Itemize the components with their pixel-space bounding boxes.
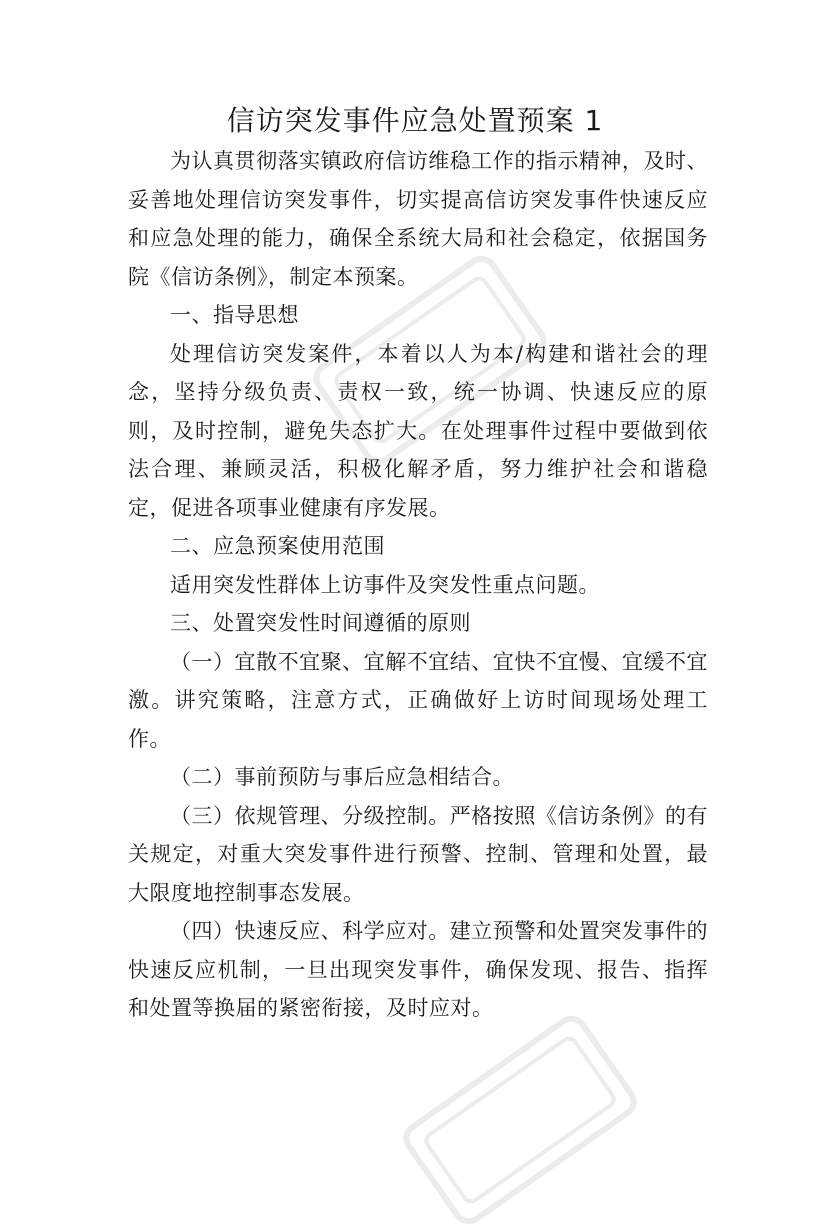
paragraph-scope: 适用突发性群体上访事件及突发性重点问题。	[170, 572, 600, 597]
paragraph-guiding-ideology: 处理信访突发案件，本着以人为本/构建和谐社会的理念，坚持分级负责、责权一致，统一协调、快速反应的原则，及时控制，避免失态扩大。在处理事件过程中要做到依法合理、兼顾灵活，积极化解矛盾，努力维护社会和谐稳定，促进各项事业健康有序发展。	[128, 341, 708, 520]
principle-4: （四）快速反应、科学应对。建立预警和处置突发事件的快速反应机制，一旦出现突发事件，确保发现、报告、指挥和处置等换届的紧密衔接，及时应对。	[128, 919, 708, 1020]
heading-principles: 三、处置突发性时间遵循的原则	[170, 611, 471, 635]
document-body	[128, 142, 708, 1028]
paragraph-intro: 为认真贯彻落实镇政府信访维稳工作的指示精神，及时、妥善地处理信访突发事件，切实提高信访突发事件快速反应和应急处理的能力，确保全系统大局和社会稳定，依据国务院《信访条例》，制定本预案。	[128, 149, 708, 289]
principle-3: （三）依规管理、分级控制。严格按照《信访条例》的有关规定，对重大突发事件进行预警、控制、管理和处置，最大限度地控制事态发展。	[128, 803, 708, 905]
watermark-stamp-icon	[395, 1008, 644, 1232]
heading-guiding-ideology: 一、指导思想	[170, 303, 299, 327]
principle-2: （二）事前预防与事后应急相结合。	[170, 765, 514, 789]
heading-scope: 二、应急预案使用范围	[170, 534, 385, 558]
document-title: 信访突发事件应急处置预案 1	[226, 104, 604, 137]
principle-1: （一）宜散不宜聚、宜解不宜结、宜快不宜慢、宜缓不宜激。讲究策略，注意方式，正确做好上访时间现场处理工作。	[128, 649, 708, 751]
